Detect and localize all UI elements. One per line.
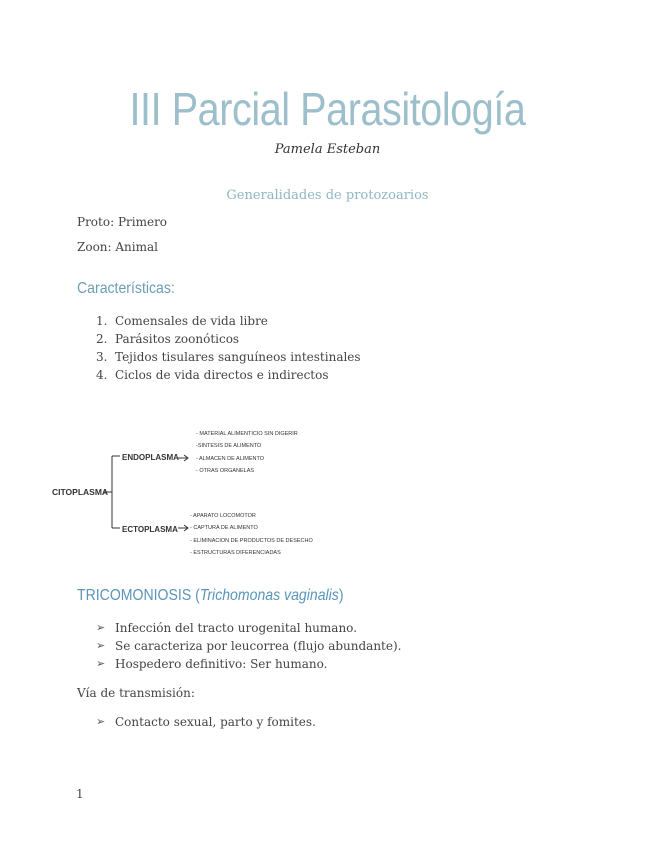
arrow-bullet-icon: ➢ — [96, 657, 106, 670]
ectoplasma-item: - APARATO LOCOMOTOR — [190, 513, 256, 519]
arrow-bullet-icon: ➢ — [96, 639, 106, 652]
list-item — [96, 619, 401, 637]
arrow-bullet-icon: ➢ — [96, 715, 106, 728]
heading-suffix: ) — [338, 587, 344, 604]
list-item — [96, 655, 401, 673]
species-name: Trichomonas vaginalis — [199, 587, 339, 604]
list-item — [96, 713, 316, 731]
list-text: Se caracteriza por leucorrea (flujo abundante). — [115, 639, 402, 653]
heading-prefix: TRICOMONIOSIS ( — [77, 587, 200, 604]
definition-zoon: Zoon: Animal — [77, 240, 158, 254]
endoplasma-arrow-icon — [178, 455, 188, 461]
list-text: Infección del tracto urogenital humano. — [115, 621, 358, 635]
definition-proto: Proto: Primero — [77, 215, 168, 229]
list-number: 2. — [96, 332, 108, 346]
list-item — [96, 312, 361, 330]
characteristics-list — [96, 312, 361, 384]
list-text: Contacto sexual, parto y fomites. — [115, 715, 316, 729]
tricomoniosis-heading — [77, 587, 344, 605]
list-number: 1. — [96, 314, 108, 328]
diagram-root: CITOPLASMA — [52, 487, 109, 497]
list-number: 3. — [96, 350, 108, 364]
list-text: Ciclos de vida directos e indirectos — [115, 368, 329, 382]
list-text: Hospedero definitivo: Ser humano. — [115, 657, 328, 671]
list-text: Parásitos zoonóticos — [115, 332, 240, 346]
document-title: III Parcial Parasitología — [129, 83, 526, 135]
list-text: Comensales de vida libre — [115, 314, 268, 328]
tricomoniosis-list — [96, 619, 401, 673]
characteristics-heading: Características: — [77, 280, 175, 297]
list-number: 4. — [96, 368, 108, 382]
transmission-list — [96, 713, 316, 731]
endoplasma-item: - ALMACEN DE ALIMENTO — [196, 456, 265, 462]
ectoplasma-item: - ELIMINACION DE PRODUCTOS DE DESECHO — [190, 538, 313, 544]
list-text: Tejidos tisulares sanguíneos intestinales — [115, 350, 361, 364]
list-item — [96, 348, 361, 366]
ectoplasma-arrow-icon — [178, 525, 188, 531]
ectoplasma-item: - CAPTURA DE ALIMENTO — [190, 525, 258, 531]
endoplasma-item: - MATERIAL ALIMENTICIO SIN DIGERIR — [196, 431, 298, 437]
ectoplasma-item: - ESTRUCTURAS DIFERENCIADAS — [190, 550, 281, 556]
list-item — [96, 330, 361, 348]
branch-ectoplasma: ECTOPLASMA — [122, 525, 178, 534]
transmission-label: Vía de transmisión: — [77, 686, 195, 700]
section-subtitle: Generalidades de protozoarios — [226, 188, 429, 203]
cytoplasm-diagram — [0, 420, 655, 565]
list-item — [96, 637, 401, 655]
endoplasma-item: -SINTESIS DE ALIMENTO — [196, 443, 262, 449]
endoplasma-item: - OTRAS ORGANELAS — [196, 468, 255, 474]
branch-endoplasma: ENDOPLASMA — [122, 453, 179, 462]
arrow-bullet-icon: ➢ — [96, 621, 106, 634]
page-number: 1 — [76, 787, 84, 801]
author-name: Pamela Esteban — [274, 142, 381, 157]
list-item — [96, 366, 361, 384]
